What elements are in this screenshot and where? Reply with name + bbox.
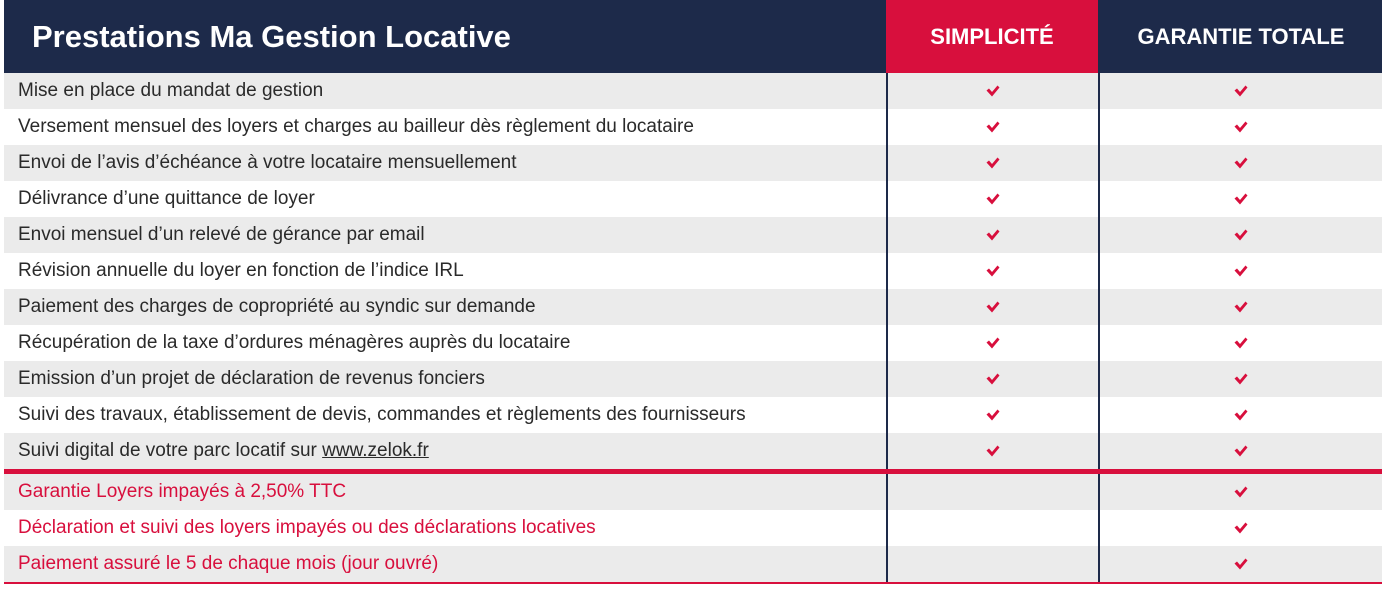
table-row [4,397,1382,433]
guarantee-rows [4,474,1382,582]
cell-garantie-totale [1098,397,1382,433]
row-label: Paiement assuré le 5 de chaque mois (jour ouvré) [18,553,439,574]
cell-simplicite [886,217,1098,253]
check-icon [985,443,1001,459]
table-row [4,109,1382,145]
cell-simplicite [886,145,1098,181]
cell-garantie-totale [1098,325,1382,361]
cell-garantie-totale [1098,73,1382,109]
row-label: Mise en place du mandat de gestion [18,80,324,101]
row-label: Délivrance d’une quittance de loyer [18,188,315,209]
services-rows [4,73,1382,469]
check-icon [1233,407,1249,423]
table-row [4,73,1382,109]
row-label: Emission d’un projet de déclaration de revenus fonciers [18,368,485,389]
table-row [4,181,1382,217]
table-row [4,361,1382,397]
bottom-border [4,582,1382,584]
cell-garantie-totale [1098,474,1382,510]
cell-simplicite [886,73,1098,109]
cell-garantie-totale [1098,109,1382,145]
cell-garantie-totale [1098,253,1382,289]
column-header-garantie-totale: GARANTIE TOTALE [1098,0,1382,73]
check-icon [1233,227,1249,243]
cell-simplicite [886,289,1098,325]
check-icon [1233,83,1249,99]
check-icon [1233,299,1249,315]
check-icon [985,119,1001,135]
row-label: Déclaration et suivi des loyers impayés ou des déclarations locatives [18,517,596,538]
check-icon [1233,371,1249,387]
cell-garantie-totale [1098,181,1382,217]
check-icon [1233,443,1249,459]
cell-simplicite [886,109,1098,145]
cell-simplicite [886,397,1098,433]
table-row [4,145,1382,181]
row-label: Envoi de l’avis d’échéance à votre locataire mensuellement [18,152,517,173]
check-icon [985,191,1001,207]
row-label: Récupération de la taxe d’ordures ménagères auprès du locataire [18,332,571,353]
check-icon [985,155,1001,171]
row-label: Versement mensuel des loyers et charges au bailleur dès règlement du locataire [18,116,694,137]
check-icon [1233,155,1249,171]
cell-simplicite [886,361,1098,397]
cell-simplicite [886,546,1098,582]
row-label: Envoi mensuel d’un relevé de gérance par email [18,224,425,245]
table-row [4,474,1382,510]
table-row [4,217,1382,253]
cell-garantie-totale [1098,510,1382,546]
table-row [4,510,1382,546]
table-title: Prestations Ma Gestion Locative [4,0,886,73]
check-icon [985,83,1001,99]
column-header-simplicite: SIMPLICITÉ [886,0,1098,73]
check-icon [1233,191,1249,207]
comparison-table [4,0,1382,584]
cell-simplicite [886,474,1098,510]
cell-garantie-totale [1098,145,1382,181]
check-icon [1233,119,1249,135]
check-icon [1233,520,1249,536]
check-icon [1233,484,1249,500]
row-label-text: Suivi digital de votre parc locatif sur [18,440,323,461]
table-header [4,0,1382,73]
cell-garantie-totale [1098,361,1382,397]
check-icon [985,299,1001,315]
check-icon [985,335,1001,351]
check-icon [1233,556,1249,572]
check-icon [985,371,1001,387]
row-label: Paiement des charges de copropriété au syndic sur demande [18,296,536,317]
cell-garantie-totale [1098,546,1382,582]
row-label: Garantie Loyers impayés à 2,50% TTC [18,481,347,502]
table-row [4,433,1382,469]
table-row [4,325,1382,361]
cell-simplicite [886,510,1098,546]
cell-simplicite [886,433,1098,469]
row-label: Suivi des travaux, établissement de devis, commandes et règlements des fournisseurs [18,404,746,425]
check-icon [985,407,1001,423]
table-row [4,546,1382,582]
check-icon [1233,335,1249,351]
table-row [4,253,1382,289]
check-icon [985,263,1001,279]
cell-simplicite [886,325,1098,361]
table-row [4,289,1382,325]
row-label [4,433,886,469]
cell-garantie-totale [1098,217,1382,253]
check-icon [1233,263,1249,279]
cell-garantie-totale [1098,289,1382,325]
check-icon [985,227,1001,243]
cell-simplicite [886,253,1098,289]
zelok-link[interactable]: www.zelok.fr [322,440,429,461]
cell-garantie-totale [1098,433,1382,469]
row-label: Révision annuelle du loyer en fonction de l’indice IRL [18,260,464,281]
cell-simplicite [886,181,1098,217]
